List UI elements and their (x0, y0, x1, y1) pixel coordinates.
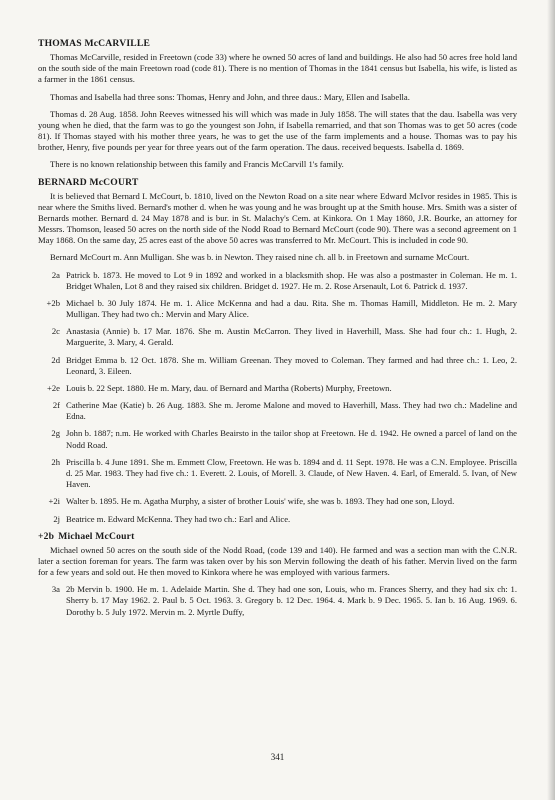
entry-text: Michael b. 30 July 1874. He m. 1. Alice McKenna and had a dau. Rita. She m. Thomas Hamill, Middleton. He m. 2. Mary Mulligan. They had two ch.: Mervin and Mary Alice. (66, 297, 517, 320)
child-entry (38, 428, 517, 450)
paragraph: Michael owned 50 acres on the south side of the Nodd Road, (code 139 and 140). He farmed and was a section man with the C.N.R. later a section foreman for years. The farm was taken over by his son Mervin following the death of his father. Mervin lived on the farm for a few years and sold out. He then moved to Kinkora where he was employed with various farmers. (38, 544, 517, 578)
child-entry (38, 584, 517, 618)
paragraph: There is no known relationship between this family and Francis McCarvill 1's family. (50, 159, 344, 170)
paragraph: Thomas d. 28 Aug. 1858. John Reeves witnessed his will which was made in July 1858. The will states that the dau. Isabella was very young when he died, that the farm was to go the youngest son John, if Isabella remarried, and that son Thomas was to get 50 acres (code 81). If Thomas stayed with his mother three years, he was to get the use of the farm implements and a house. Thomas was to pay his brother, Henry, five pounds per year for three years out of the farm operation. The daus. received bequests. Isabella d. 1869. (38, 108, 517, 153)
entry-label: 3a (51, 584, 60, 595)
paragraph: It is believed that Bernard I. McCourt, b. 1810, lived on the Newton Road on a site near where Edward McIvor resides in 1985. This is near where the Smiths lived. Bernard's mother d. when he was young and he was brought up at the Smith house. Mrs. Smith was a sister of Bernards mother. Bernard d. 24 May 1878 and is bur. in St. Malachy's Cem. at Kinkora. On 1 May 1860, J.R. Bourke, an attorney for Messrs. Thomson, leased 50 acres on the north side of the Nodd Road to Bernard McCourt (code 90). There was a second agreement on 1 May 1868. On the same day, 25 acres east of the above 50 acres was transferred to Mr. McCourt. This is included in code 90. (38, 190, 517, 246)
entry-text: Louis b. 22 Sept. 1880. He m. Mary, dau. of Bernard and Martha (Roberts) Murphy, Freetown. (66, 382, 392, 393)
entry-label: +2e (47, 382, 60, 393)
heading-title: Michael McCourt (58, 530, 135, 542)
child-entry (38, 298, 517, 320)
section-heading: BERNARD McCOURT (38, 176, 139, 188)
child-entry (38, 514, 517, 525)
child-entry (38, 496, 517, 507)
heading-prefix: +2b (38, 530, 55, 542)
paragraph: Bernard McCourt m. Ann Mulligan. She was b. in Newton. They raised nine ch. all b. in Freetown and surname McCourt. (50, 252, 470, 263)
page-edge-shadow (547, 0, 555, 800)
child-entry (38, 400, 517, 422)
child-entry (38, 383, 517, 394)
entry-text: Beatrice m. Edward McKenna. They had two ch.: Earl and Alice. (66, 513, 291, 524)
entry-text: Anastasia (Annie) b. 17 Mar. 1876. She m. Austin McCarron. They lived in Haverhill, Mass. She had four ch.: 1. Hugh, 2. Marguerite, 3. Mary, 4. Gerald. (66, 326, 517, 348)
section-bernard-mccourt (38, 177, 517, 525)
paragraph: Thomas and Isabella had three sons: Thomas, Henry and John, and three daus.: Mary, Ellen and Isabella. (50, 91, 410, 102)
child-entry (38, 457, 517, 491)
section-heading: THOMAS McCARVILLE (38, 38, 151, 49)
entry-label: 2j (53, 513, 60, 524)
entry-text: Walter b. 1895. He m. Agatha Murphy, a sister of brother Louis' wife, she was b. 1893. They had one son, Lloyd. (66, 496, 455, 507)
section-heading (38, 531, 517, 542)
entry-label: 2d (51, 354, 60, 365)
entry-label: 2g (51, 428, 60, 439)
entry-text: John b. 1887; n.m. He worked with Charles Beairsto in the tailor shop at Freetown. He d. 1942. He owned a parcel of land on the Nodd Road. (66, 428, 517, 450)
child-entry (38, 270, 517, 292)
entry-text: Bridget Emma b. 12 Oct. 1878. She m. William Greenan. They moved to Coleman. They farmed and had three ch.: 1. Leo, 2. Leonard, 3. Eileen. (66, 354, 517, 376)
entry-label: +2i (48, 496, 60, 507)
section-michael-mccourt (38, 531, 517, 618)
child-entry (38, 326, 517, 348)
paragraph: Thomas McCarville, resided in Freetown (code 33) where he owned 50 acres of land and buildings. He also had 50 acres free hold land on the south side of the main Freetown road (code 81). There is no mention of Thomas in the 1841 census but Isabella, his wife, is listed as a farmer in the 1861 census. (38, 52, 517, 85)
entry-label: 2h (51, 456, 60, 467)
entry-label: +2b (46, 297, 60, 308)
page-number: 341 (270, 752, 285, 762)
entry-text: 2b Mervin b. 1900. He m. 1. Adelaide Martin. She d. They had one son, Louis, who m. Frances Sherry, and they had six ch: 1. Sherry b. 17 May 1962. 2. Paul b. 5 Oct. 1963. 3. Gregory b. 12 Dec. 1964. 4. Mark b. 9 Dec. 1965. 5. Ian b. 16 Aug. 1969. 6. Dorothy b. 5 July 1972. Mervin m. 2. Myrtle Duffy, (66, 584, 517, 617)
child-entry (38, 355, 517, 377)
entry-text: Priscilla b. 4 June 1891. She m. Emmett Clow, Freetown. He was b. 1894 and d. 11 Sept. 1978. He was a C.N. Employee. Priscilla d. 25 Mar. 1983. They had five ch.: 1. Everett. 2. Louis, of Morell. 3. Claude, of New Haven. 4. Earl, of Emerald. 5. Ivan, of New Haven. (66, 456, 517, 490)
entry-text: Patrick b. 1873. He moved to Lot 9 in 1892 and worked in a blacksmith shop. He was also a postmaster in Coleman. He m. 1. Bridget Whalen, Lot 8 and they raised six children. Bridget d. 1927. He m. 2. Rose Arsenault, Lot 6. Patrick d. 1937. (66, 269, 517, 291)
entry-label: 2a (51, 269, 60, 280)
entry-text: Catherine Mae (Katie) b. 26 Aug. 1883. She m. Jerome Malone and moved to Haverhill, Mass. They had two ch.: Madeline and Edna. (66, 400, 517, 422)
section-thomas-mccarville (38, 38, 517, 171)
entry-label: 2f (52, 400, 60, 411)
entry-label: 2c (51, 326, 60, 337)
